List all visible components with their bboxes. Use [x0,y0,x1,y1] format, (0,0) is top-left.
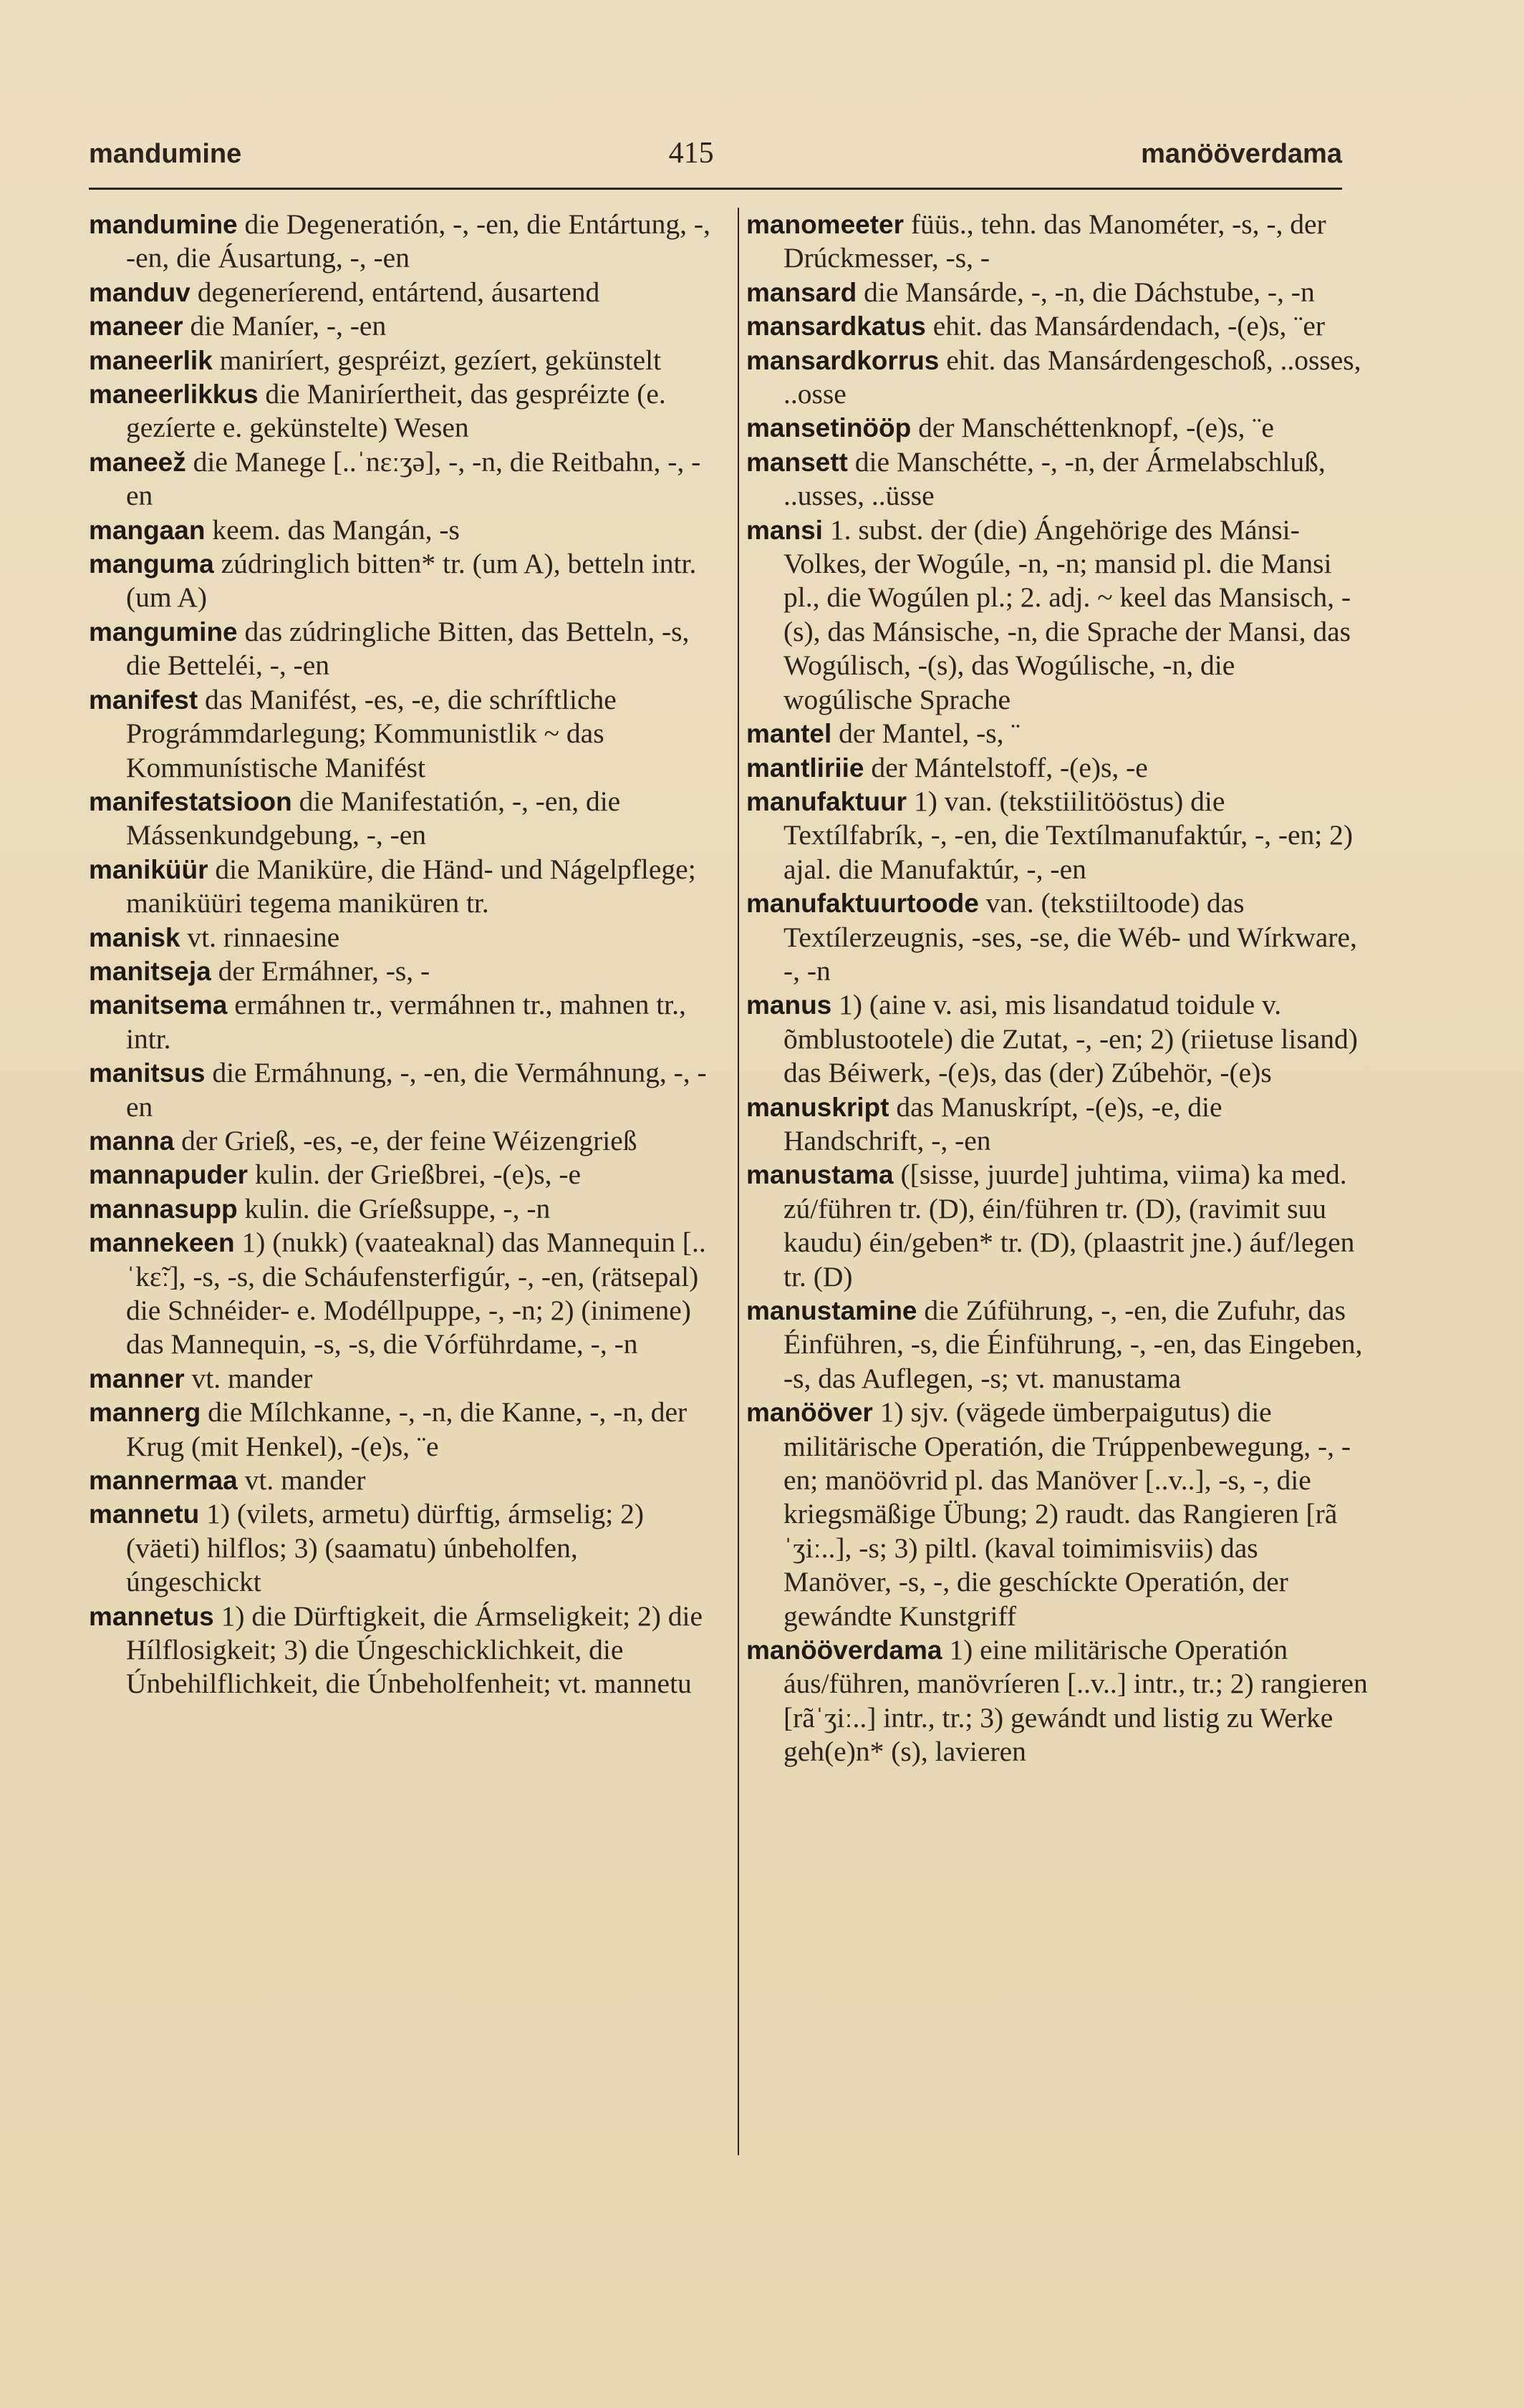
entry-definition: der Manschéttenknopf, -(e)s, ¨e [911,412,1274,444]
dictionary-entry [746,309,1369,343]
entry-definition: 1) die Dürftigkeit, die Ármseligkeit; 2) die Hílflosigkeit; 3) die Úngeschicklichkeit, die Únbehilflichkeit, die Únbeholfenheit; vt. mannetu [126,1600,703,1700]
entry-headword: maniküür [89,854,208,884]
entry-definition: vt. mander [184,1362,313,1394]
entry-definition: der Mantel, -s, ¨ [831,717,1021,750]
dictionary-entry [89,1362,712,1396]
entry-headword: manitseja [89,956,211,986]
dictionary-entry [746,1396,1369,1633]
dictionary-entry [746,751,1369,785]
entry-definition: ehit. das Mansárdendach, -(e)s, ¨er [925,310,1326,342]
entry-headword: manufaktuur [746,786,907,816]
dictionary-entry [89,853,712,921]
dictionary-entry [89,1124,712,1158]
entry-definition: die Maniríertheit, das gespréizte (e. gezíerte e. gekünstelte) Wesen [126,378,666,444]
entry-headword: mandumine [89,210,238,239]
entry-definition: maniríert, gespréizt, gezíert, gekünstelt [212,344,662,376]
entry-headword: maneerlik [89,345,213,375]
dictionary-entry [746,344,1369,412]
dictionary-entry [746,411,1369,445]
entry-headword: mansett [746,447,848,477]
entry-headword: manuskript [746,1092,889,1122]
entry-definition: die Mansárde, -, -n, die Dáchstube, -, -n [857,276,1315,308]
header-first-entry: mandumine [89,139,242,169]
entry-definition: die Mílchkanne, -, -n, die Kanne, -, -n, der Krug (mit Henkel), -(e)s, ¨e [126,1396,688,1462]
entry-headword: manduv [89,277,190,307]
running-header [89,136,1342,182]
entry-headword: mannermaa [89,1466,238,1496]
dictionary-entry [89,954,712,988]
entry-headword: mansetinööp [746,413,912,443]
entry-definition: das Manifést, -es, -e, die schríftliche Prográmmdarlegung; Kommunistlik ~ das Kommunístische Manifést [126,683,617,783]
entry-headword: manitsema [89,990,228,1020]
entry-headword: manner [89,1363,185,1393]
entry-definition: kulin. die Gríeßsuppe, -, -n [237,1192,551,1224]
entry-headword: maneež [89,447,186,477]
right-column [738,208,1369,2155]
entry-headword: manitsus [89,1058,206,1088]
dictionary-entry [746,513,1369,717]
dictionary-entry [89,615,712,683]
header-last-entry: manööverdama [1141,139,1342,169]
dictionary-entry [89,785,712,853]
dictionary-entry [746,276,1369,309]
dictionary-entry [89,445,712,513]
entry-headword: manifest [89,685,198,715]
dictionary-entry [89,276,712,309]
entry-definition: die Ermáhnung, -, -en, die Vermáhnung, -, -en [126,1057,707,1123]
entry-headword: manufaktuurtoode [746,889,979,919]
entry-headword: mannetus [89,1601,214,1631]
dictionary-entry [746,445,1369,513]
entry-definition: die Degeneratión, -, -en, die Entártung, -, -en, die Áusartung, -, -en [126,208,710,274]
entry-headword: mansi [746,515,823,545]
entry-headword: manööverdama [746,1635,942,1665]
dictionary-entry [746,1091,1369,1159]
dictionary-entry [89,1056,712,1124]
dictionary-entry [89,309,712,343]
entry-headword: mangumine [89,616,238,647]
entry-definition: die Maníer, -, -en [183,310,387,342]
entry-definition: 1. subst. der (die) Ángehörige des Mánsi-Volkes, der Wogúle, -n, -n; mansid pl. die Mansi pl., die Wogúlen pl.; 2. adj. ~ keel das Mansisch, -(s), das Mánsische, -n, die Sprache der Mansi, das Wogúlisch, -(s), das Wogúlische, -n, die wogúlische Sprache [783,513,1351,715]
entry-headword: mantliriie [746,753,864,783]
entry-definition: 1) (nukk) (vaateaknal) das Mannequin [..ˈkɛ̃ː], -s, -s, die Scháufensterfigúr, -, -en, (rätsepal) die Schnéider- e. Modéllpuppe, -, -n; 2) (inimene) das Mannequin, -s, -s, die Vórführdame, -, -n [126,1227,706,1360]
entry-headword: manisk [89,922,180,952]
dictionary-entry [89,1600,712,1701]
entry-definition: 1) eine militärische Operatión áus/führen, manövríeren [..v..] intr., tr.; 2) rangieren [rãˈʒiː..] intr., tr.; 3) gewándt und listig zu Werke geh(e)n* (s), lavieren [783,1634,1368,1768]
entry-headword: maneerlikkus [89,379,259,410]
dictionary-entry [89,344,712,377]
dictionary-entry [89,547,712,615]
entry-definition: die Manschétte, -, -n, der Ármelabschluß, ..usses, ..üsse [783,445,1326,512]
dictionary-entry [746,208,1369,276]
entry-definition: das zúdringliche Bitten, das Betteln, -s, die Betteléi, -, -en [126,615,690,682]
entry-definition: der Grieß, -es, -e, der feine Wéizengrieß [174,1124,637,1156]
entry-headword: manustama [746,1160,894,1190]
dictionary-entry [89,1464,712,1497]
entry-definition: das Manuskrípt, -(e)s, -e, die Handschrift, -, -en [783,1091,1222,1156]
left-column [89,208,712,1701]
entry-headword: mannekeen [89,1228,235,1258]
entry-definition: der Mántelstoff, -(e)s, -e [864,751,1148,783]
dictionary-entry [746,1633,1369,1769]
entry-headword: mansardkatus [746,311,926,342]
dictionary-entry [89,1497,712,1599]
dictionary-entry [89,988,712,1056]
entry-definition: die Maniküre, die Händ- und Nágelpflege; maniküüri tegema maniküren tr. [126,853,696,919]
entry-definition: degeneríerend, entártend, áusartend [190,276,600,308]
entry-headword: manomeeter [746,210,905,239]
entry-headword: manguma [89,549,214,579]
entry-definition: vt. mander [237,1464,366,1496]
entry-headword: mannasupp [89,1194,238,1224]
entry-headword: mantel [746,719,832,749]
dictionary-entry [89,1396,712,1464]
entry-headword: mansard [746,277,857,307]
entry-definition: vt. rinnaesine [180,921,340,953]
entry-definition: die Manifestatión, -, -en, die Mássenkundgebung, -, -en [126,785,621,851]
page-number: 415 [668,137,714,170]
dictionary-entry [746,785,1369,886]
dictionary-entry [89,377,712,445]
dictionary-entry [89,683,712,785]
header-rule [89,188,1342,190]
dictionary-entry [89,921,712,954]
entry-headword: mannapuder [89,1160,249,1190]
entry-headword: maneer [89,311,183,342]
entry-definition: kulin. der Grießbrei, -(e)s, -e [248,1159,582,1191]
entry-headword: manna [89,1126,175,1156]
dictionary-entry [746,1294,1369,1396]
entry-definition: 1) sjv. (vägede ümberpaigutus) die militärische Operatión, die Trúppenbewegung, -, -en; manöövrid pl. das Manöver [..v..], -s, -, die kriegsmäßige Übung; 2) raudt. das Rangieren [rãˈʒiː..], -s; 3) piltl. (kaval toimimisviis) das Manöver, -s, -, die geschíckte Operatión, der gewándte Kunstgriff [783,1396,1351,1632]
entry-definition: 1) (aine v. asi, mis lisandatud toidule v. õmblustootele) die Zutat, -, -en; 2) (riietuse lisand) das Béiwerk, -(e)s, das (der) Zúbehör, -(e)s [783,989,1358,1089]
entry-headword: mannerg [89,1398,201,1428]
entry-headword: mangaan [89,515,206,545]
entry-definition: der Ermáhner, -s, - [211,954,430,987]
dictionary-entry [89,1226,712,1362]
entry-definition: die Manege [..ˈnɛːʒə], -, -n, die Reitbahn, -, -en [126,445,701,512]
entry-headword: mansardkorrus [746,345,940,375]
dictionary-entry [89,1192,712,1226]
entry-definition: 1) van. (tekstiilitööstus) die Textílfabrík, -, -en, die Textílmanufaktúr, -, -en; 2) ajal. die Manufaktúr, -, -en [783,785,1354,885]
dictionary-entry [746,1158,1369,1294]
entry-definition: ([sisse, juurde] juhtima, viima) ka med. zú/führen tr. (D), éin/führen tr. (D), (ravimit suu kaudu) éin/geben* tr. (D), (plaastrit jne.) áuf/legen tr. (D) [783,1159,1355,1292]
entry-definition: zúdringlich bitten* tr. (um A), betteln intr. (um A) [126,548,697,614]
entry-definition: ermáhnen tr., vermáhnen tr., mahnen tr., intr. [126,989,686,1055]
entry-definition: van. (tekstiiltoode) das Textílerzeugnis, -ses, -se, die Wéb- und Wírkware, -, -n [783,887,1357,987]
entry-headword: mannetu [89,1499,200,1529]
dictionary-entry [89,1158,712,1191]
dictionary-entry [746,886,1369,988]
dictionary-entry [89,513,712,547]
entry-headword: manifestatsioon [89,786,292,816]
entry-definition: füüs., tehn. das Manométer, -s, -, der Drúckmesser, -s, - [783,208,1326,274]
entry-definition: keem. das Mangán, -s [205,513,460,546]
entry-headword: manööver [746,1398,873,1428]
entry-headword: manus [746,990,832,1020]
entry-definition: 1) (vilets, armetu) dürftig, ármselig; 2) (väeti) hilflos; 3) (saamatu) únbeholfen, úngeschickt [126,1498,645,1598]
entry-definition: die Zúführung, -, -en, die Zufuhr, das Éinführen, -s, die Éinführung, -, -en, das Eingeben, -s, das Auflegen, -s; vt. manustama [783,1295,1363,1394]
dictionary-entry [746,988,1369,1090]
entry-definition: ehit. das Mansárdengeschoß, ..osses, ..osse [783,344,1361,410]
dictionary-entry [746,717,1369,750]
dictionary-entry [89,208,712,276]
entry-headword: manustamine [746,1296,917,1325]
